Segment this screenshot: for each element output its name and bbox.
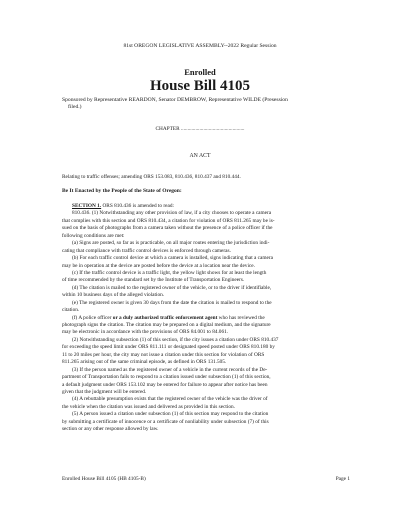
body-line: cating that compliance with traffic control devices is enforced through cameras. [62, 247, 231, 254]
body-lines-part-2 [62, 322, 352, 434]
body-line: a default judgment under ORS 153.102 may be entered for failure to appear after notice has been [62, 381, 268, 388]
body-line: given that the judgment will be entered. [62, 388, 147, 395]
body-line: (a) Signs are posted, so far as is practicable, on all major routes entering the jurisdiction indi- [72, 240, 270, 247]
body-line: 11 to 20 miles per hour, the city may not issue a citation under this section for violation of ORS [62, 351, 265, 358]
body-line: 811.265 arising out of the same criminal episode, as defined in ORS 131.505. [62, 359, 227, 366]
enrolled-label: Enrolled [184, 67, 216, 77]
body-line: the vehicle when the citation was issued and delivered as provided in this section. [62, 403, 235, 410]
section-heading-line [62, 203, 352, 210]
body-line: citation. [62, 307, 80, 314]
section-intro: ORS 810.436 is amended to read: [101, 203, 174, 209]
body-line: of time recommended by the standard set by the Institute of Transportation Engineers. [62, 277, 245, 284]
sponsors-line-2: filed.) [68, 104, 82, 111]
sponsors [62, 97, 347, 112]
body-line: (c) If the traffic control device is a traffic light, the yellow light shows for at least the length [72, 269, 267, 276]
body-line: sued on the basis of photographs from a camera taken without the presence of a police officer if the [62, 225, 273, 232]
session-header: 81st OREGON LEGISLATIVE ASSEMBLY--2022 Regular Session [123, 43, 277, 49]
bill-title: House Bill 4105 [149, 78, 250, 94]
body-line-f [62, 315, 352, 322]
body-line: by submitting a certificate of innocence or a certificate of nonliability under subsection (7) of this [62, 418, 269, 425]
body-line: may be electronic in accordance with the provisions of ORS 84.001 to 84.061. [62, 329, 229, 336]
f-line-amendment: or a duly authorized traffic enforcement agent [112, 314, 218, 321]
footer-page-number: Page 1 [335, 476, 350, 482]
body-line: (b) For each traffic control device at which a camera is installed, signs indicating that a camera [72, 255, 273, 262]
enacting-clause: Be It Enacted by the People of the State of Oregon: [62, 188, 182, 194]
section-label: SECTION 1. [72, 203, 102, 209]
chapter-line: CHAPTER ................................................ [155, 126, 245, 132]
sponsors-line-1: Sponsored by Representative REARDON, Senator DEMBROW, Representative WILDE (Presession [62, 97, 288, 103]
body-line: section or any other response allowed by law. [62, 426, 159, 433]
body-line: (5) A person issued a citation under subsection (1) of this section may respond to the citation [72, 411, 269, 418]
f-line-start: (f) A police officer [72, 314, 113, 321]
body-line: following conditions are met: [62, 232, 125, 239]
body-line: may be in operation at the device are posted before the device at a location near the device. [62, 262, 255, 269]
an-act-heading: AN ACT [189, 153, 211, 159]
body-line: (e) The registered owner is given 30 days from the date the citation is mailed to respond to the [72, 299, 272, 306]
body-line: within 10 business days of the alleged violation. [62, 292, 165, 299]
body-line: 810.436. (1) Notwithstanding any other provision of law, if a city chooses to operate a camera [72, 210, 272, 217]
body-lines-part-1 [62, 210, 352, 314]
body-line: (4) A rebuttable presumption exists that the registered owner of the vehicle was the driver of [72, 396, 268, 403]
body-line: for exceeding the speed limit under ORS 811.111 or designated speed posted under ORS 810.180 by [62, 344, 275, 351]
body-line: photograph signs the citation. The citation may be prepared on a digital medium, and the signature [62, 322, 271, 328]
f-line-end: who has reviewed the [217, 314, 265, 321]
body-line: (d) The citation is mailed to the registered owner of the vehicle, or to the driver if identifiable, [72, 284, 272, 291]
body-line: that complies with this section and ORS 810.434, a citation for violation of ORS 811.265 may be is- [62, 217, 275, 224]
relating-clause: Relating to traffic offenses; amending ORS 153.083, 810.436, 810.437 and 810.444. [62, 174, 241, 180]
body-line: (2) Notwithstanding subsection (1) of this section, if the city issues a citation under ORS 810.437 [72, 336, 279, 343]
body-line: (3) If the person named as the registered owner of a vehicle in the current records of the De- [72, 366, 268, 373]
bill-body [62, 203, 352, 434]
body-line: partment of Transportation fails to respond to a citation issued under subsection (1) of this section, [62, 374, 271, 381]
footer-bill-id: Enrolled House Bill 4105 (HB 4105-B) [62, 476, 146, 482]
